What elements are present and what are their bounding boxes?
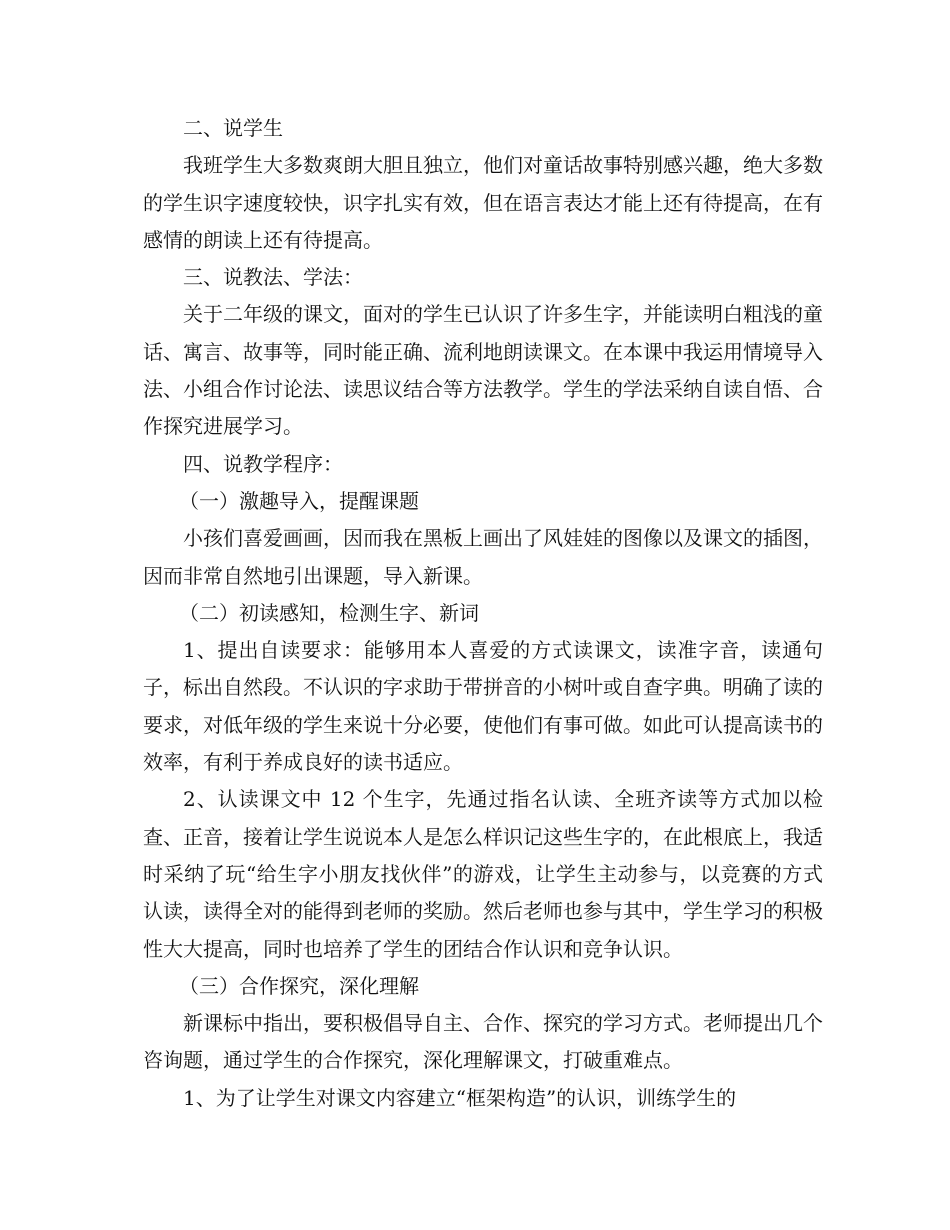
section-heading-methods: 三、说教法、学法： [183, 265, 363, 290]
paragraph-methods: 关于二年级的课文，面对的学生已认识了许多生字，并能读明白粗浅的童话、寓言、故事等，同时能正确、流利地朗读课文。在本课中我运用情境导入法、小组合作讨论法、读思议结合等方法教学。学生的学法采纳自读自悟、合作探究进展学习。 [143, 302, 823, 439]
paragraph-students: 我班学生大多数爽朗大胆且独立，他们对童话故事特别感兴趣，绝大多数的学生识字速度较快，识字扎实有效，但在语言表达才能上还有待提高，在有感情的朗读上还有待提高。 [143, 153, 823, 252]
paragraph-character-recognition: 2、认读课文中 12 个生字，先通过指名认读、全班齐读等方式加以检查、正音，接着让学生说说本人是怎么样识记这些生字的，在此根底上，我适时采纳了玩“给生字小朋友找伙伴”的游戏，让学生主动参与，以竞赛的方式认读，读得全对的能得到老师的奖励。然后老师也参与其中，学生学习的积极性大大提高，同时也培养了学生的团结合作认识和竞争认识。 [143, 787, 823, 961]
paragraph-framework-structure: 1、为了让学生对课文内容建立“框架构造”的认识，训练学生的 [183, 1085, 737, 1110]
subheading-cooperative-inquiry: （三）合作探究，深化理解 [179, 973, 419, 998]
paragraph-reading-requirements: 1、提出自读要求：能够用本人喜爱的方式读课文，读准字音，读通句子，标出自然段。不认识的字求助于带拼音的小树叶或自查字典。明确了读的要求，对低年级的学生来说十分必要，使他们有事可做。如此可认提高读书的效率，有利于养成良好的读书适应。 [143, 638, 823, 775]
document-body [143, 110, 823, 1117]
paragraph-introduction: 小孩们喜爱画画，因而我在黑板上画出了风娃娃的图像以及课文的插图，因而非常自然地引出课题，导入新课。 [143, 526, 823, 588]
section-heading-procedure: 四、说教学程序： [183, 451, 343, 476]
subheading-first-reading: （二）初读感知，检测生字、新词 [179, 600, 479, 625]
subheading-introduction: （一）激趣导入，提醒课题 [179, 488, 419, 513]
section-heading-students: 二、说学生 [183, 116, 283, 140]
paragraph-curriculum-standard: 新课标中指出，要积极倡导自主、合作、探究的学习方式。老师提出几个咨询题，通过学生的合作探究，深化理解课文，打破重难点。 [143, 1011, 823, 1073]
